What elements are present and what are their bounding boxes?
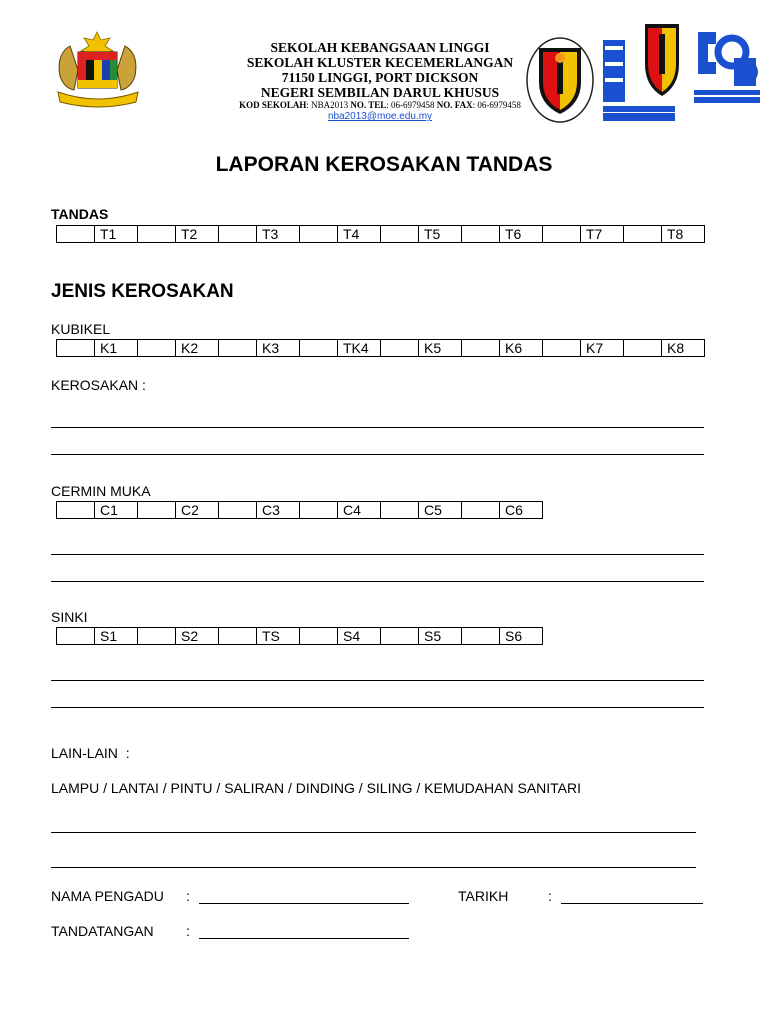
school-cluster: SEKOLAH KLUSTER KECEMERLANGAN <box>246 55 514 70</box>
sinki-cell: S2 <box>176 628 219 645</box>
cermin-muka-label: CERMIN MUKA <box>51 483 151 499</box>
tandatangan-colon: : <box>186 923 190 939</box>
sinki-cell: S1 <box>95 628 138 645</box>
tandas-checkbox[interactable] <box>300 226 338 243</box>
tandas-grid <box>56 225 705 243</box>
tandas-checkbox[interactable] <box>462 226 500 243</box>
tandas-checkbox[interactable] <box>138 226 176 243</box>
sinki-cell: TS <box>257 628 300 645</box>
sinki-line[interactable] <box>51 680 704 681</box>
lain-lain-line[interactable] <box>51 832 696 833</box>
kubikel-checkbox[interactable] <box>381 340 419 357</box>
kerosakan-line[interactable] <box>51 427 704 428</box>
school-contact: KOD SEKOLAH: NBA2013 NO. TEL: 06-6979458 NO. FAX: 06-6979458 <box>239 100 521 110</box>
kubikel-cell: K2 <box>176 340 219 357</box>
tandas-cell: T7 <box>581 226 624 243</box>
tarikh-colon: : <box>548 888 552 904</box>
kubikel-checkbox[interactable] <box>138 340 176 357</box>
cermin-line[interactable] <box>51 554 704 555</box>
sinki-checkbox[interactable] <box>219 628 257 645</box>
kubikel-cell: K8 <box>662 340 705 357</box>
cermin-checkbox[interactable] <box>462 502 500 519</box>
cermin-checkbox[interactable] <box>138 502 176 519</box>
jenis-kerosakan-heading: JENIS KEROSAKAN <box>51 281 234 302</box>
kubikel-checkbox[interactable] <box>219 340 257 357</box>
kerosakan-label: KEROSAKAN : <box>51 377 146 393</box>
sinki-checkbox[interactable] <box>462 628 500 645</box>
sinki-cell: S6 <box>500 628 543 645</box>
tandas-cell: T4 <box>338 226 381 243</box>
school-state: NEGERI SEMBILAN DARUL KHUSUS <box>260 85 500 100</box>
kubikel-checkbox[interactable] <box>300 340 338 357</box>
nama-pengadu-field[interactable] <box>199 903 409 904</box>
sinki-grid <box>56 627 543 645</box>
sinki-checkbox[interactable] <box>138 628 176 645</box>
kubikel-cell: K5 <box>419 340 462 357</box>
page-title: LAPORAN KEROSAKAN TANDAS <box>215 153 553 176</box>
kubikel-cell: K7 <box>581 340 624 357</box>
lain-lain-label: LAIN-LAIN : <box>51 745 130 761</box>
kubikel-cell: K6 <box>500 340 543 357</box>
tandas-cell: T3 <box>257 226 300 243</box>
cermin-checkbox[interactable] <box>381 502 419 519</box>
kubikel-label: KUBIKEL <box>51 321 111 337</box>
tandas-cell: T8 <box>662 226 705 243</box>
tandas-cell: T1 <box>95 226 138 243</box>
tandatangan-field[interactable] <box>199 938 409 939</box>
tandas-checkbox[interactable] <box>624 226 662 243</box>
cermin-line[interactable] <box>51 581 704 582</box>
25-anniversary-logo <box>694 28 760 104</box>
cermin-cell: C1 <box>95 502 138 519</box>
sinki-checkbox[interactable] <box>57 628 95 645</box>
school-header <box>180 40 580 123</box>
cermin-cell: C6 <box>500 502 543 519</box>
cermin-cell: C5 <box>419 502 462 519</box>
tandatangan-label: TANDATANGAN <box>51 923 154 939</box>
sinki-line[interactable] <box>51 707 704 708</box>
kubikel-checkbox[interactable] <box>543 340 581 357</box>
cermin-checkbox[interactable] <box>300 502 338 519</box>
cermin-cell: C4 <box>338 502 381 519</box>
cermin-cell: C2 <box>176 502 219 519</box>
tandas-cell: T2 <box>176 226 219 243</box>
tandas-checkbox[interactable] <box>57 226 95 243</box>
sinki-cell: S5 <box>419 628 462 645</box>
cermin-checkbox[interactable] <box>219 502 257 519</box>
school-name: SEKOLAH KEBANGSAAN LINGGI <box>270 40 490 55</box>
lain-lain-options: LAMPU / LANTAI / PINTU / SALIRAN / DINDING / SILING / KEMUDAHAN SANITARI <box>51 780 582 796</box>
sinki-checkbox[interactable] <box>381 628 419 645</box>
school-address: 71150 LINGGI, PORT DICKSON <box>281 70 479 85</box>
sk-linggi-crest-logo <box>525 36 595 124</box>
kubikel-cell: K1 <box>95 340 138 357</box>
kerosakan-line[interactable] <box>51 454 704 455</box>
nama-pengadu-label: NAMA PENGADU <box>51 888 164 904</box>
sinki-label: SINKI <box>51 609 88 625</box>
kubikel-grid <box>56 339 705 357</box>
malaysia-coat-of-arms-logo <box>50 28 145 110</box>
kubikel-checkbox[interactable] <box>57 340 95 357</box>
cermin-cell: C3 <box>257 502 300 519</box>
tandas-cell: T6 <box>500 226 543 243</box>
cermin-grid <box>56 501 543 519</box>
school-email-link[interactable]: nba2013@moe.edu.my <box>327 111 433 122</box>
kubikel-checkbox[interactable] <box>462 340 500 357</box>
tandas-checkbox[interactable] <box>381 226 419 243</box>
tandas-label: TANDAS <box>51 206 109 222</box>
sinki-checkbox[interactable] <box>300 628 338 645</box>
cermin-checkbox[interactable] <box>57 502 95 519</box>
tarikh-field[interactable] <box>561 903 703 904</box>
tandas-cell: T5 <box>419 226 462 243</box>
lain-lain-line[interactable] <box>51 867 696 868</box>
sinki-cell: S4 <box>338 628 381 645</box>
tandas-checkbox[interactable] <box>219 226 257 243</box>
tandas-checkbox[interactable] <box>543 226 581 243</box>
nama-pengadu-colon: : <box>186 888 190 904</box>
program-transformasi-crest-logo <box>603 22 688 122</box>
kubikel-cell: TK4 <box>338 340 381 357</box>
kubikel-cell: K3 <box>257 340 300 357</box>
kubikel-checkbox[interactable] <box>624 340 662 357</box>
tarikh-label: TARIKH <box>458 888 509 904</box>
